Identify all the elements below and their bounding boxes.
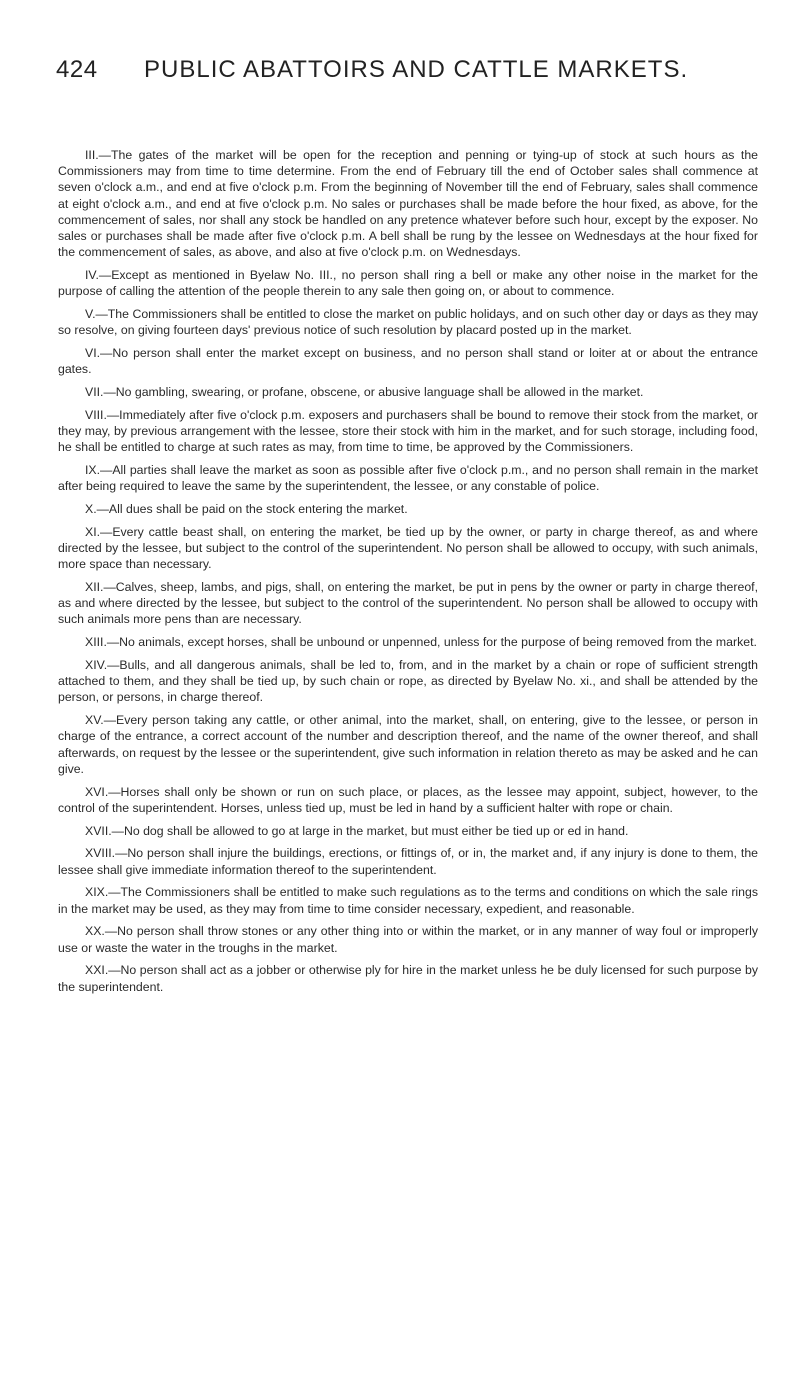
byelaw-vi: VI.—No person shall enter the market except on business, and no person shall stand or loiter at or about the entrance gates. — [58, 346, 758, 377]
byelaw-xxi: XXI.—No person shall act as a jobber or otherwise ply for hire in the market unless he be duly licensed for such purpose by the superintendent. — [58, 963, 758, 994]
page-header — [56, 56, 756, 96]
running-head: PUBLIC ABATTOIRS AND CATTLE MARKETS. — [144, 56, 689, 83]
byelaw-iii: III.—The gates of the market will be open for the reception and penning or tying-up of stock at such hours as the Commissioners may from time to time determine. From the end of February till the end of October sales shall commence at seven o'clock a.m., and end at five o'clock p.m. From the beginning of November till the end of February, sales shall commence at eight o'clock a.m., and end at five o'clock p.m. No sales or purchases shall be made before the hour fixed, as above, for the commencement of sales, nor shall any stock be handled on any pretence whatever before such hour, except by the exposer. No sales or purchases shall be made after five o'clock p.m. A bell shall be rung by the lessee on Wednesdays at the hour fixed for the commencement of sales, as above, and also at five o'clock p.m. on Wednesdays. — [58, 148, 758, 260]
byelaw-xvii: XVII.—No dog shall be allowed to go at large in the market, but must either be tied up or ed in hand. — [85, 823, 629, 838]
byelaw-xi: XI.—Every cattle beast shall, on entering the market, be tied up by the owner, or party in charge thereof, as and where directed by the lessee, but subject to the control of the superintendent. No person shall be allowed to occupy, with such animals, more space than necessary. — [58, 524, 758, 572]
byelaws-text — [58, 147, 758, 1001]
byelaw-ix: IX.—All parties shall leave the market as soon as possible after five o'clock p.m., and no person shall remain in the market after being required to leave the same by the superintendent, the lessee, or any constable of police. — [58, 463, 758, 494]
page-number: 424 — [56, 56, 98, 83]
byelaw-iv: IV.—Except as mentioned in Byelaw No. III., no person shall ring a bell or make any other noise in the market for the purpose of calling the attention of the people therein to any sale then going on, or about to commence. — [58, 268, 758, 299]
byelaw-xii: XII.—Calves, sheep, lambs, and pigs, shall, on entering the market, be put in pens by the owner or party in charge thereof, as and where directed by the lessee, but subject to the control of the superintendent. No person shall be allowed to occupy with such animals more pens than are necessary. — [58, 580, 758, 627]
byelaw-v: V.—The Commissioners shall be entitled to close the market on public holidays, and on such other day or days as they may so resolve, on giving fourteen days' previous notice of such resolution by placard posted up in the market. — [58, 307, 758, 338]
byelaw-x: X.—All dues shall be paid on the stock entering the market. — [85, 502, 408, 517]
byelaw-xvi: XVI.—Horses shall only be shown or run on such place, or places, as the lessee may appoint, subject, however, to the control of the superintendent. Horses, unless tied up, must be led in hand by a sufficient halter with rope or chain. — [58, 784, 758, 815]
byelaw-xv: XV.—Every person taking any cattle, or other animal, into the market, shall, on entering, give to the lessee, or person in charge of the entrance, a correct account of the number and description thereof, and the name of the owner thereof, and shall afterwards, on request by the lessee or the superintendent, give such information in relation thereto as may be asked and he can give. — [58, 713, 758, 776]
byelaw-xiii: XIII.—No animals, except horses, shall be unbound or unpenned, unless for the purpose of being removed from the market. — [85, 635, 757, 650]
byelaw-viii: VIII.—Immediately after five o'clock p.m. exposers and purchasers shall be bound to remove their stock from the market, or they may, by previous arrangement with the lessee, store their stock with him in the market, and for such storage, including food, he shall be entitled to charge at such rates as may, from time to time, be approved by the Commissioners. — [58, 407, 758, 455]
byelaw-xx: XX.—No person shall throw stones or any other thing into or within the market, or in any manner of way foul or improperly use or waste the water in the troughs in the market. — [58, 924, 758, 955]
byelaw-vii: VII.—No gambling, swearing, or profane, obscene, or abusive language shall be allowed in the market. — [85, 385, 644, 400]
byelaw-xix: XIX.—The Commissioners shall be entitled to make such regulations as to the terms and conditions on which the sale rings in the market may be used, as they may from time to time consider necessary, expedient, and reasonable. — [58, 885, 758, 916]
byelaw-xviii: XVIII.—No person shall injure the buildings, erections, or fittings of, or in, the market and, if any injury is done to them, the lessee shall give immediate information thereof to the superintendent. — [58, 846, 758, 877]
byelaw-xiv: XIV.—Bulls, and all dangerous animals, shall be led to, from, and in the market by a chain or rope of sufficient strength attached to them, and they shall be tied up, by such chain or rope, as directed by Byelaw No. xi., and shall be attended by the person, or persons, in charge thereof. — [58, 658, 758, 705]
